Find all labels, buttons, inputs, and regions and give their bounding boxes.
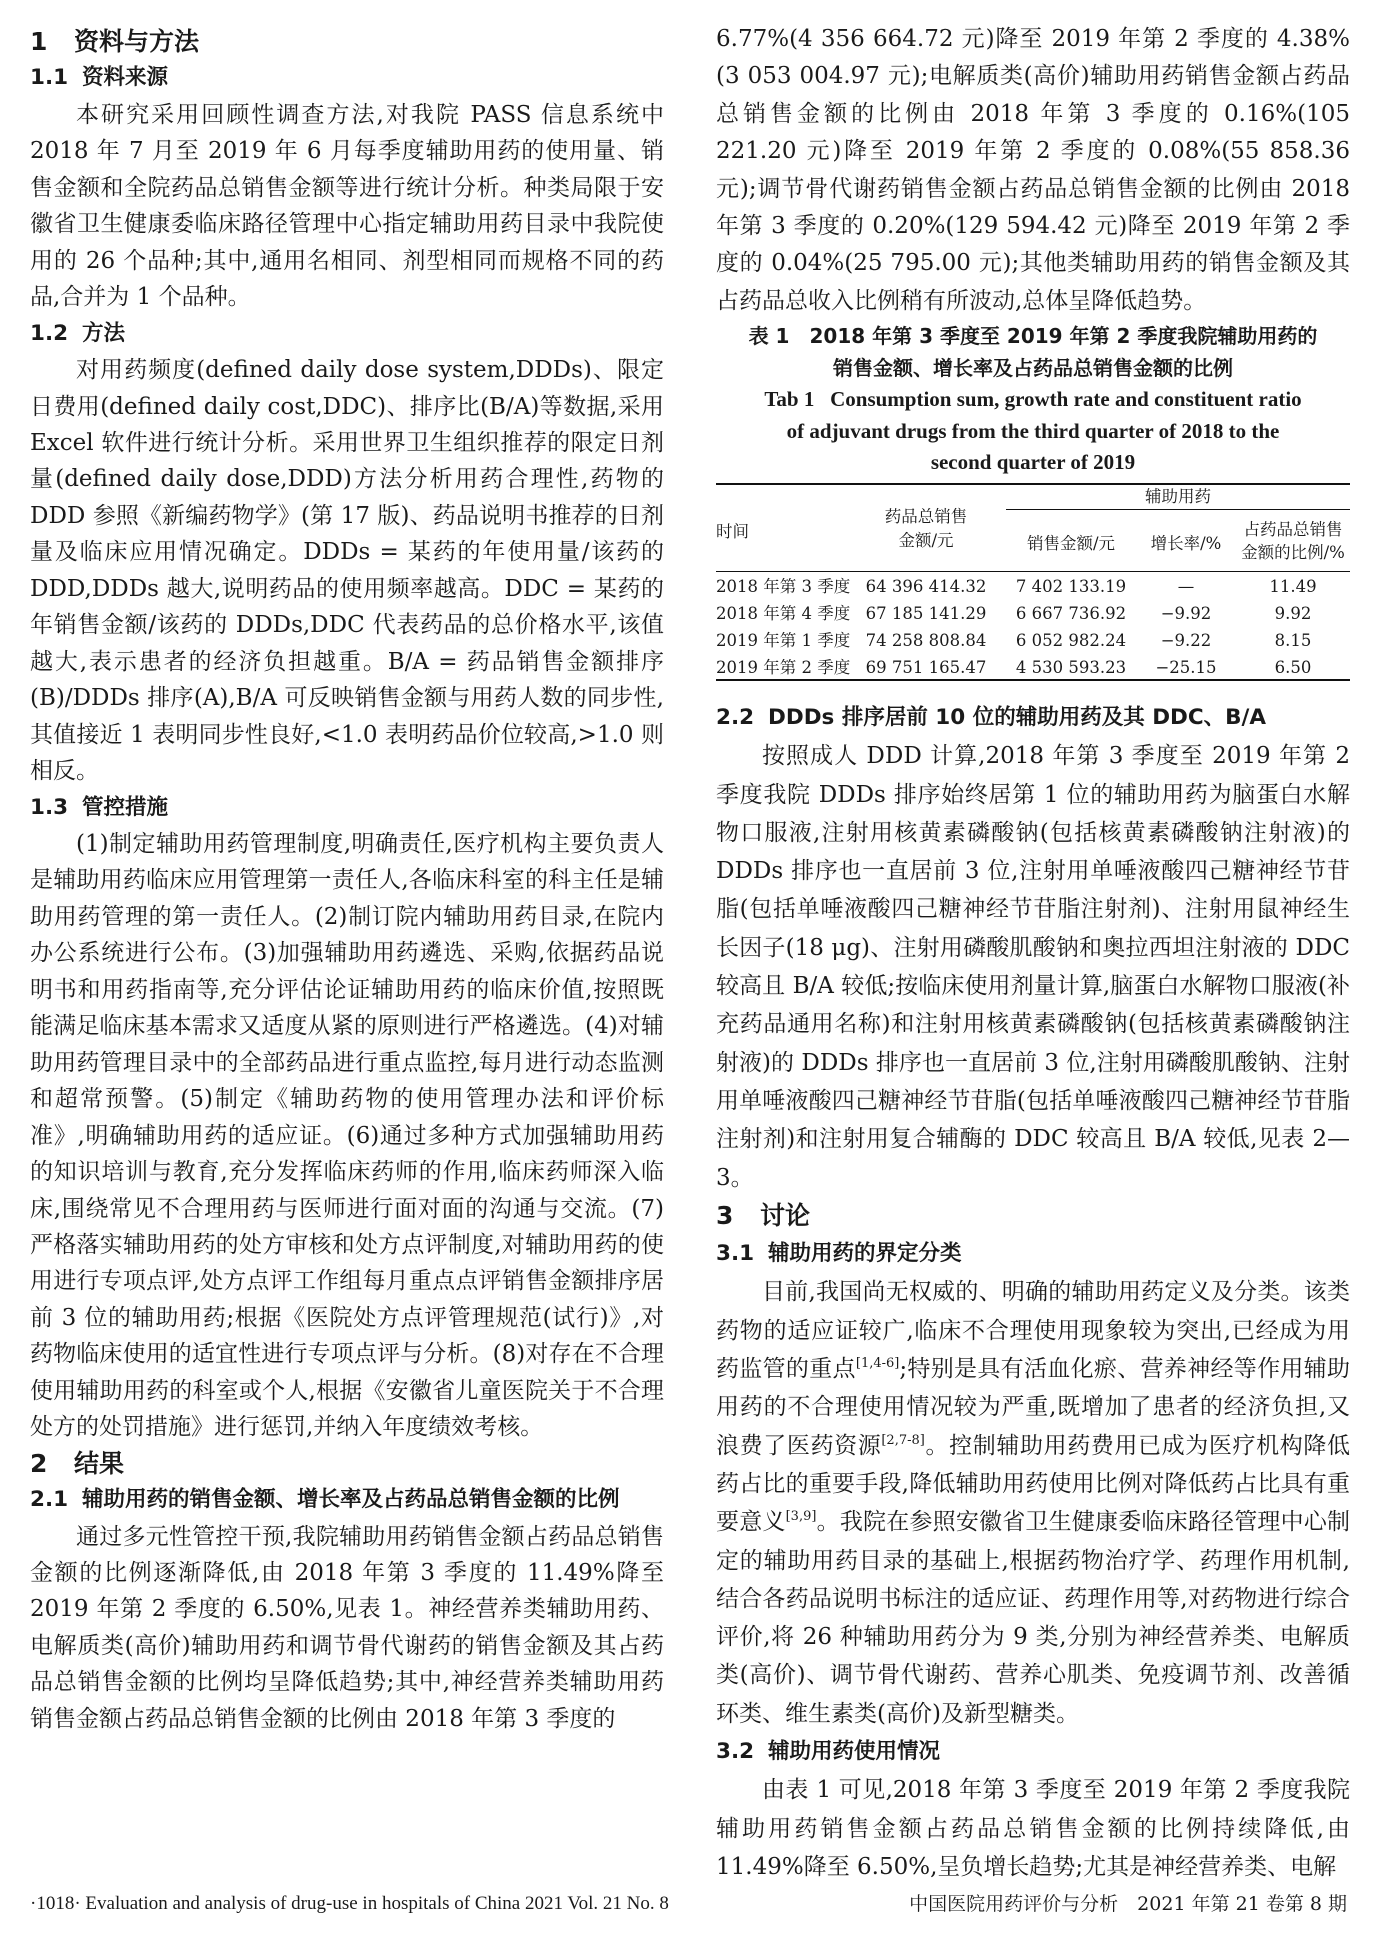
header-sales: 销售金额/元 <box>1026 534 1116 553</box>
caption-en-text-1: Consumption sum, growth rate and constituent ratio <box>830 387 1302 411</box>
heading-title: 结果 <box>74 1448 125 1478</box>
table-cell-ratio: 11.49 <box>1269 577 1317 596</box>
table-cell-total: 67 185 141.29 <box>865 604 987 623</box>
table-cell-ratio: 8.15 <box>1274 631 1312 650</box>
subsection-heading <box>30 790 664 826</box>
header-ratio-1: 占药品总销售 <box>1243 520 1343 539</box>
table-cell-growth: −9.92 <box>1160 604 1212 623</box>
table-cell-sales: 6 052 982.24 <box>1015 631 1127 650</box>
table-cell-growth: — <box>1177 577 1195 596</box>
header-total-sales-2: 金额/元 <box>898 531 954 550</box>
heading-number: 3 <box>716 1200 734 1230</box>
paragraph-text: 本研究采用回顾性调查方法,对我院 PASS 信息系统中 2018 年 7 月至 2019 年 6 月每季度辅助用药的使用量、销售金额和全院药品总销售金额等进行统计分析。种类局限于安徽省卫生健康委临床路径管理中心指定辅助用药目录中我院使用的 26 个品种;其中,通用名相同、剂型相同而规格不同的药品,合并为 1 个品种。 <box>30 101 664 311</box>
heading-title: 辅助用药的销售金额、增长率及占药品总销售金额的比例 <box>82 1487 620 1513</box>
body-paragraph <box>30 97 664 316</box>
caption-en-line-1 <box>716 384 1350 416</box>
heading-title: DDDs 排序居前 10 位的辅助用药及其 DDC、B/A <box>768 705 1267 730</box>
table-cell-total: 69 751 165.47 <box>865 658 987 677</box>
paragraph-text: 6.77%(4 356 664.72 元)降至 2019 年第 2 季度的 4.38%(3 053 004.97 元);电解质类(高价)辅助用药销售金额占药品总销售金额的比例由 2018 年第 3 季度的 0.16%(105 221.20 元)降至 2019 年第 2 季度的 0.08%(55 858.36 元);调节骨代谢药销售金额占药品总销售金额的比例由 2018 年第 3 季度的 0.20%(129 594.42 元)降至 2019 年第 2 季度的 0.04%(25 795.00 元);其他类辅助用药的销售金额及其占药品总收入比例稍有所波动,总体呈降低趋势。 <box>716 26 1350 314</box>
subsection-heading <box>716 1235 1350 1273</box>
caption-cn-text-1: 2018 年第 3 季度至 2019 年第 2 季度我院辅助用药的 <box>809 324 1318 348</box>
table-cell-time: 2019 年第 2 季度 <box>716 658 851 677</box>
body-paragraph <box>716 21 1350 320</box>
paragraph-text: 按照成人 DDD 计算,2018 年第 3 季度至 2019 年第 2 季度我院 DDDs 排序始终居第 1 位的辅助用药为脑蛋白水解物口服液,注射用核黄素磷酸钠(包括核黄素磷酸钠注射液)的 DDDs 排序也一直居前 3 位,注射用单唾液酸四己糖神经节苷脂(包括单唾液酸四己糖神经节苷脂注射剂)、注射用鼠神经生长因子(18 μg)、注射用磷酸肌酸钠和奥拉西坦注射液的 DDC 较高且 B/A 较低;按临床使用剂量计算,脑蛋白水解物口服液(补充药品通用名称)和注射用核黄素磷酸钠(包括核黄素磷酸钠注射液)的 DDDs 排序也一直居前 3 位,注射用磷酸肌酸钠、注射用单唾液酸四己糖神经节苷脂(包括单唾液酸四己糖神经节苷脂注射剂)和注射用复合辅酶的 DDC 较高且 B/A 较低,见表 2—3。 <box>716 743 1350 1191</box>
left-column <box>30 24 664 1737</box>
right-column-top <box>716 21 1350 320</box>
table-1-caption <box>716 321 1350 479</box>
paragraph-text: 。控制辅助用药费用已成为医疗机构降低药占比的重要手段,降低辅助用药使用比例对降低药占比具有重要意义 <box>716 1432 1351 1536</box>
table-cell-time: 2019 年第 1 季度 <box>716 631 851 650</box>
paragraph-text: 对用药频度(defined daily dose system,DDDs)、限定日费用(defined daily cost,DDC)、排序比(B/A)等数据,采用 Excel 软件进行统计分析。采用世界卫生组织推荐的限定日剂量(defined daily dose,DDD)方法分析用药合理性,药物的 DDD 参照《新编药物学》(第 17 版)、药品说明书推荐的日剂量及临床应用情况确定。DDDs = 某药的年使用量/该药的 DDD,DDDs 越大,说明药品的使用频率越高。DDC = 某药的年销售金额/该药的 DDDs,DDC 代表药品的总价格水平,该值越大,表示患者的经济负担越重。B/A = 药品销售金额排序(B)/DDDs 排序(A),B/A 可反映销售金额与用药人数的同步性,其值接近 1 表明同步性良好,<1.0 表明药品价位较高,>1.0 则相反。 <box>30 357 664 785</box>
heading-title: 辅助用药的界定分类 <box>768 1241 962 1267</box>
header-total-sales-1: 药品总销售 <box>884 507 968 526</box>
caption-cn-line-1 <box>716 321 1350 353</box>
table-header-rule <box>716 571 1350 572</box>
header-time: 时间 <box>716 522 749 541</box>
heading-number: 1.1 <box>30 65 69 91</box>
table-cell-total: 64 396 414.32 <box>865 577 987 596</box>
heading-number: 1.2 <box>30 320 69 346</box>
subsection-heading <box>716 1733 1350 1771</box>
body-paragraph <box>30 352 664 789</box>
paragraph-text: 由表 1 可见,2018 年第 3 季度至 2019 年第 2 季度我院辅助用药销售金额占药品总销售金额的比例持续降低,由 11.49%降至 6.50%,呈负增长趋势;尤其是神经营养类、电解 <box>716 1777 1350 1880</box>
heading-title: 辅助用药使用情况 <box>768 1739 941 1765</box>
paragraph-text: ;特别是具有活血化瘀、营养神经等作用辅助用药的不合理使用情况较为严重,既增加了患者的经济负担,又浪费了医药资源 <box>716 1356 1351 1459</box>
body-paragraph <box>30 1519 664 1738</box>
subsection-heading <box>30 316 664 352</box>
heading-title: 讨论 <box>760 1200 811 1230</box>
table-cell-sales: 4 530 593.23 <box>1015 658 1127 677</box>
table-cell-growth: −25.15 <box>1155 658 1217 677</box>
section-heading <box>30 1446 664 1482</box>
section-heading <box>716 1197 1350 1235</box>
table-cell-sales: 6 667 736.92 <box>1015 604 1127 623</box>
subsection-heading <box>30 1482 664 1518</box>
body-paragraph <box>716 737 1350 1197</box>
table-cell-total: 74 258 808.84 <box>865 631 987 650</box>
body-paragraph <box>716 1273 1350 1733</box>
caption-cn-line-2: 销售金额、增长率及占药品总销售金额的比例 <box>833 355 1233 380</box>
section-heading <box>30 24 664 60</box>
heading-title: 方法 <box>82 320 126 346</box>
caption-cn-label: 表 1 <box>748 324 790 348</box>
heading-title: 资料来源 <box>82 65 169 91</box>
table-cell-ratio: 9.92 <box>1274 604 1312 623</box>
paragraph-text: 通过多元性管控干预,我院辅助用药销售金额占药品总销售金额的比例逐渐降低,由 2018 年第 3 季度的 11.49%降至 2019 年第 2 季度的 6.50%,见表 1。神经营养类辅助用药、电解质类(高价)辅助用药和调节骨代谢药的销售金额及其占药品总销售金额的比例均呈降低趋势;其中,神经营养类辅助用药销售金额占药品总销售金额的比例由 2018 年第 3 季度的 <box>30 1523 664 1732</box>
table-cell-time: 2018 年第 4 季度 <box>716 604 851 623</box>
right-column-bottom <box>716 699 1350 1886</box>
heading-title: 资料与方法 <box>74 27 200 56</box>
heading-number: 2 <box>30 1448 48 1478</box>
header-ratio-2: 金额的比例/% <box>1241 543 1345 562</box>
table-group-rule <box>1006 509 1350 510</box>
heading-number: 3.1 <box>716 1241 755 1267</box>
paragraph-text: 目前,我国尚无权威的、明确的辅助用药定义及分类。该类药物的适应证较广,临床不合理使用现象较为突出,已经成为用药监管的重点 <box>716 1279 1350 1383</box>
heading-number: 3.2 <box>716 1739 755 1765</box>
table-cell-growth: −9.22 <box>1160 631 1212 650</box>
citation-superscript: [2,7-8] <box>881 1432 925 1448</box>
caption-en-line-2: of adjuvant drugs from the third quarter of 2018 to the <box>786 418 1280 443</box>
heading-title: 管控措施 <box>82 794 169 820</box>
subsection-heading <box>716 699 1350 737</box>
heading-number: 1.3 <box>30 794 69 820</box>
body-paragraph <box>30 826 664 1446</box>
heading-number: 2.1 <box>30 1487 69 1513</box>
body-paragraph <box>716 1771 1350 1886</box>
footer-journal-en: ·1018· Evaluation and analysis of drug-use in hospitals of China 2021 Vol. 21 No. 8 <box>30 1893 669 1914</box>
footer-journal-cn: 中国医院用药评价与分析 2021 年第 21 卷第 8 期 <box>909 1893 1347 1915</box>
caption-en-label: Tab 1 <box>764 387 815 411</box>
heading-number: 1 <box>30 27 48 56</box>
table-cell-time: 2018 年第 3 季度 <box>716 577 851 596</box>
heading-number: 2.2 <box>716 705 755 730</box>
caption-en-line-3: second quarter of 2019 <box>930 450 1136 474</box>
table-cell-sales: 7 402 133.19 <box>1015 577 1127 596</box>
table-1 <box>716 483 1350 681</box>
subsection-heading <box>30 60 664 96</box>
table-cell-ratio: 6.50 <box>1274 658 1312 677</box>
paragraph-text: 。我院在参照安徽省卫生健康委临床路径管理中心制定的辅助用药目录的基础上,根据药物治疗学、药理作用机制,结合各药品说明书标注的适应证、药理作用等,对药物进行综合评价,将 26 种辅助用药分为 9 类,分别为神经营养类、电解质类(高价)、调节骨代谢药、营养心肌类、免疫调节剂、改善循环类、维生素类(高价)及新型糖类。 <box>716 1509 1351 1727</box>
header-adjuvant-group: 辅助用药 <box>1145 487 1211 506</box>
paragraph-text: (1)制定辅助用药管理制度,明确责任,医疗机构主要负责人是辅助用药临床应用管理第一责任人,各临床科室的科主任是辅助用药管理的第一责任人。(2)制订院内辅助用药目录,在院内办公系统进行公布。(3)加强辅助用药遴选、采购,依据药品说明书和用药指南等,充分评估论证辅助用药的临床价值,按照既能满足临床基本需求又适度从紧的原则进行严格遴选。(4)对辅助用药管理目录中的全部药品进行重点监控,每月进行动态监测和超常预警。(5)制定《辅助药物的使用管理办法和评价标准》,明确辅助用药的适应证。(6)通过多种方式加强辅助用药的知识培训与教育,充分发挥临床药师的作用,临床药师深入临床,围绕常见不合理用药与医师进行面对面的沟通与交流。(7)严格落实辅助用药的处方审核和处方点评制度,对辅助用药的使用进行专项点评,处方点评工作组每月重点点评销售金额排序居前 3 位的辅助用药;根据《医院处方点评管理规范(试行)》,对药物临床使用的适宜性进行专项点评与分析。(8)对存在不合理使用辅助用药的科室或个人,根据《安徽省儿童医院关于不合理处方的处罚措施》进行惩罚,并纳入年度绩效考核。 <box>30 830 664 1441</box>
citation-superscript: [1,4-6] <box>855 1356 900 1372</box>
citation-superscript: [3,9] <box>785 1509 817 1525</box>
header-growth: 增长率/% <box>1150 534 1222 553</box>
